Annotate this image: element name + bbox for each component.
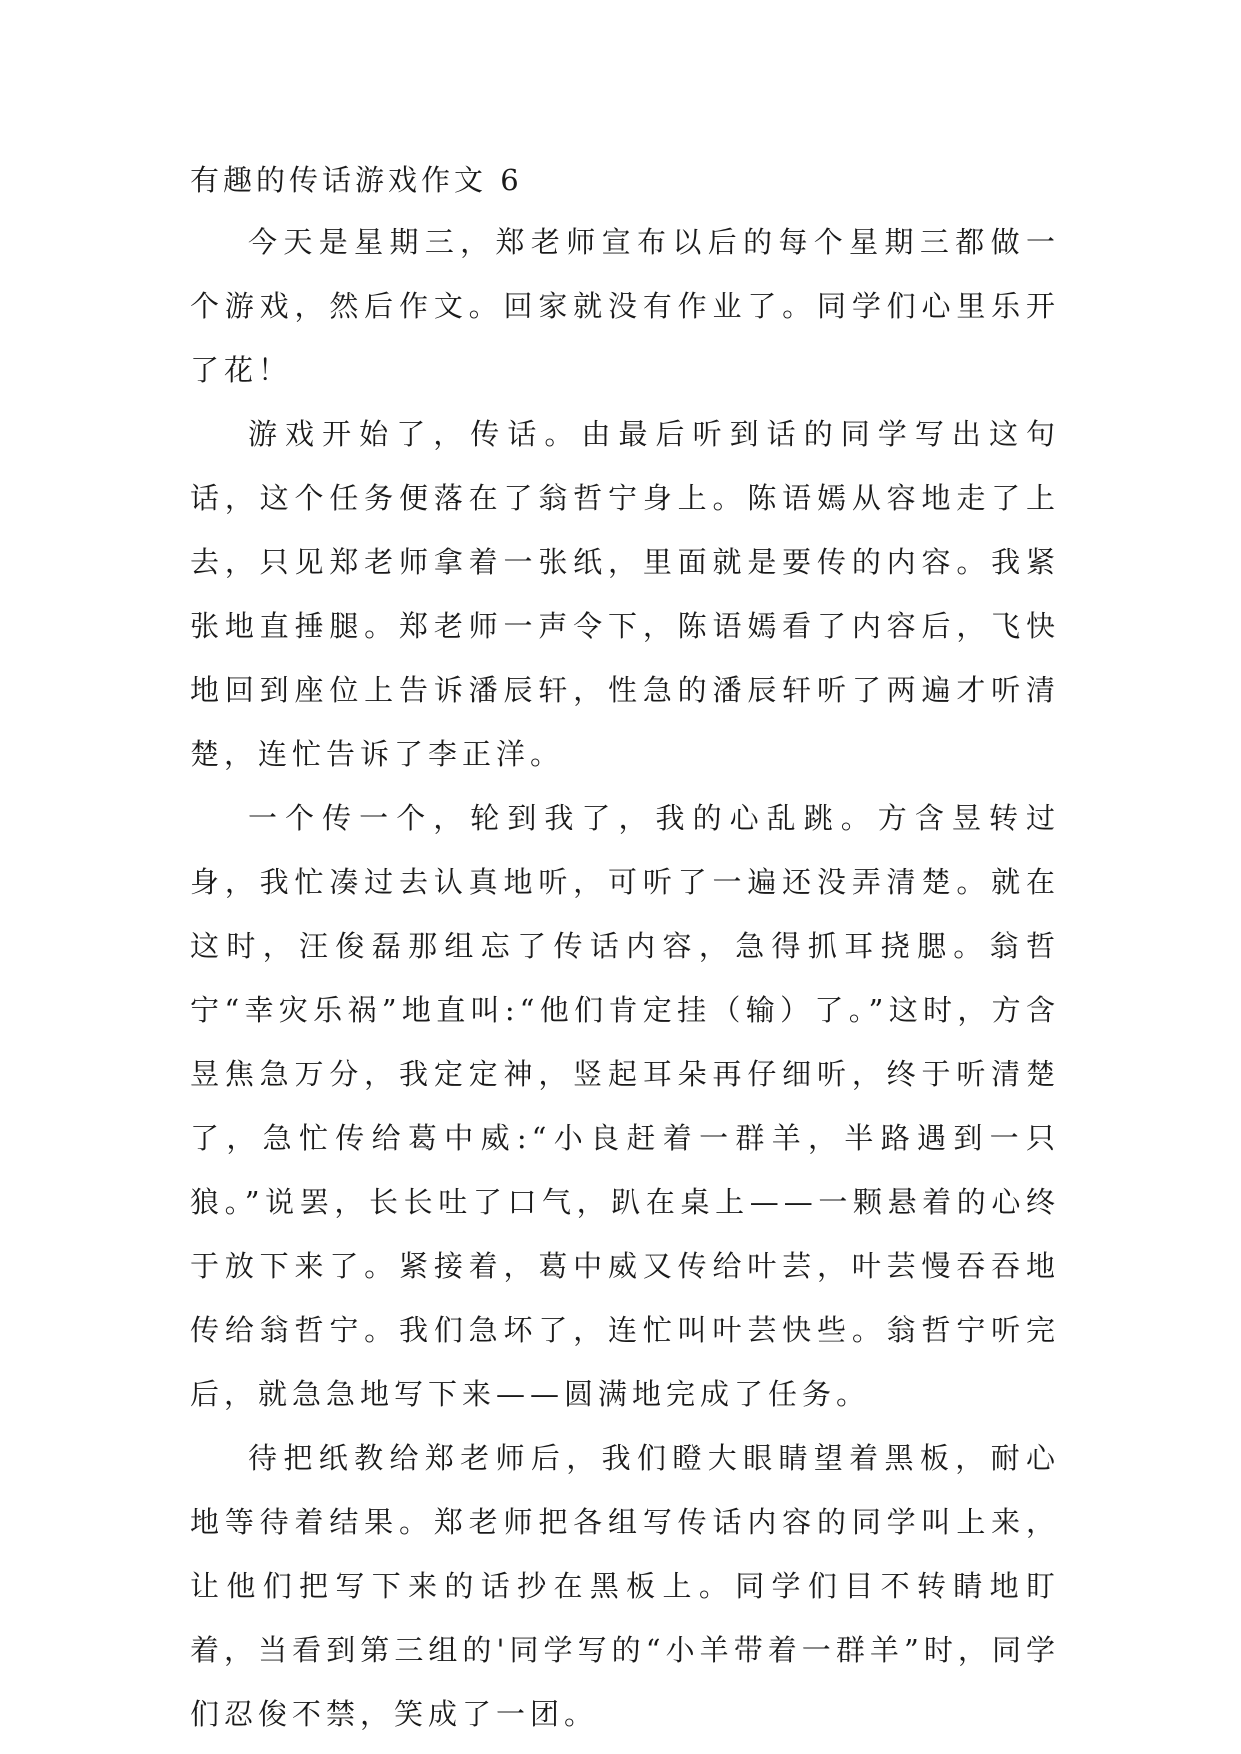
paragraph-3: 一个传一个，轮到我了，我的心乱跳。方含昱转过身，我忙凑过去认真地听，可听了一遍还没弄清楚。就在这时，汪俊磊那组忘了传话内容，急得抓耳挠腮。翁哲宁“幸灾乐祸”地直叫:“他们肯定挂（输）了。”这时，方含昱焦急万分，我定定神，竖起耳朵再仔细听，终于听清楚了，急忙传给葛中威:“小良赶着一群羊，半路遇到一只狼。”说罢，长长吐了口气，趴在桌上——一颗悬着的心终于放下来了。紧接着，葛中威又传给叶芸，叶芸慢吞吞地传给翁哲宁。我们急坏了，连忙叫叶芸快些。翁哲宁听完后，就急急地写下来——圆满地完成了任务。 (190, 801, 1060, 1411)
document-title: 有趣的传话游戏作文 6 (190, 163, 523, 197)
paragraph-4: 待把纸教给郑老师后，我们瞪大眼睛望着黑板，耐心地等待着结果。郑老师把各组写传话内容的同学叫上来，让他们把写下来的话抄在黑板上。同学们目不转睛地盯着，当看到第三组的'同学写的“小羊带着一群羊”时，同学们忍俊不禁，笑成了一团。 (190, 1441, 1060, 1731)
paragraph-2: 游戏开始了，传话。由最后听到话的同学写出这句话，这个任务便落在了翁哲宁身上。陈语嫣从容地走了上去，只见郑老师拿着一张纸，里面就是要传的内容。我紧张地直捶腿。郑老师一声令下，陈语嫣看了内容后，飞快地回到座位上告诉潘辰轩，性急的潘辰轩听了两遍才听清楚，连忙告诉了李正洋。 (190, 417, 1060, 771)
paragraph-1: 今天是星期三，郑老师宣布以后的每个星期三都做一个游戏，然后作文。回家就没有作业了。同学们心里乐开了花！ (190, 225, 1060, 387)
document-page (190, 150, 1060, 1746)
